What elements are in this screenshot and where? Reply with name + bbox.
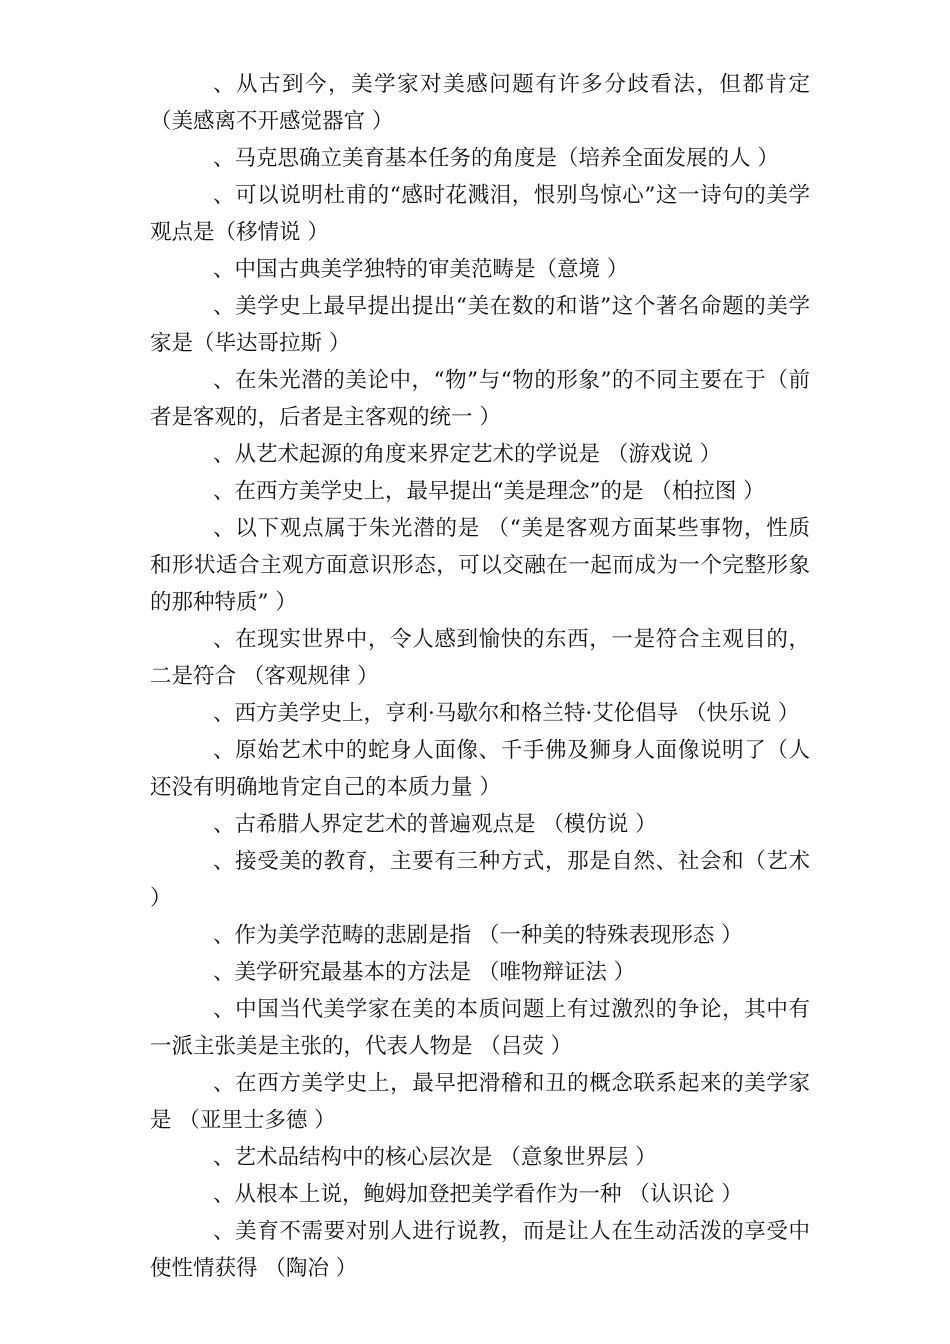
question-item-20: 、从根本上说，鲍姆加登把美学看作为一种 （认识论 ）	[213, 1182, 743, 1207]
question-item-15: 、作为美学范畴的悲剧是指 （一种美的特殊表现形态 ）	[213, 923, 743, 948]
question-item-2: 、马克思确立美育基本任务的角度是（培养全面发展的人 ）	[213, 146, 779, 171]
question-item-9: 、以下观点属于朱光潜的是 （“美是客观方面某些事物，性质和形状适合主观方面意识形态，可以交融在一起而成为一个完整形象的那种特质” ）	[150, 516, 810, 615]
question-item-14: 、接受美的教育，主要有三种方式，那是自然、社会和（艺术 ）	[150, 849, 810, 911]
question-item-10: 、在现实世界中，令人感到愉快的东西，一是符合主观目的，二是符合 （客观规律 ）	[150, 627, 810, 689]
question-item-11: 、西方美学史上，亨利·马歇尔和格兰特·艾伦倡导 （快乐说 ）	[213, 701, 800, 726]
question-item-16: 、美学研究最基本的方法是 （唯物辩证法 ）	[213, 960, 636, 985]
question-item-1: 、从古到今，美学家对美感问题有许多分歧看法，但都肯定（美感离不开感觉器官 ）	[150, 72, 810, 134]
question-item-19: 、艺术品结构中的核心层次是 （意象世界层 ）	[213, 1145, 657, 1170]
question-item-3: 、可以说明杜甫的“感时花溅泪，恨别鸟惊心”这一诗句的美学观点是（移情说 ）	[150, 183, 810, 245]
question-item-21: 、美育不需要对别人进行说教，而是让人在生动活泼的享受中使性情获得 （陶冶 ）	[150, 1219, 810, 1281]
question-list	[150, 66, 810, 1287]
question-item-5: 、美学史上最早提出提出“美在数的和谐”这个著名命题的美学家是（毕达哥拉斯 ）	[150, 294, 810, 356]
question-item-6: 、在朱光潜的美论中，“物”与“物的形象”的不同主要在于（前者是客观的，后者是主客观的统一 ）	[150, 368, 810, 430]
question-item-17: 、中国当代美学家在美的本质问题上有过激烈的争论，其中有一派主张美是主张的，代表人物是 （吕荧 ）	[150, 997, 810, 1059]
question-item-4: 、中国古典美学独特的审美范畴是（意境 ）	[213, 257, 629, 282]
question-item-8: 、在西方美学史上，最早提出“美是理念”的是 （柏拉图 ）	[213, 479, 765, 504]
question-item-18: 、在西方美学史上，最早把滑稽和丑的概念联系起来的美学家是 （亚里士多德 ）	[150, 1071, 810, 1133]
question-item-13: 、古希腊人界定艺术的普遍观点是 （模仿说 ）	[213, 812, 657, 837]
question-item-7: 、从艺术起源的角度来界定艺术的学说是 （游戏说 ）	[213, 442, 722, 467]
question-item-12: 、原始艺术中的蛇身人面像、千手佛及狮身人面像说明了（人还没有明确地肯定自己的本质力量 ）	[150, 738, 810, 800]
